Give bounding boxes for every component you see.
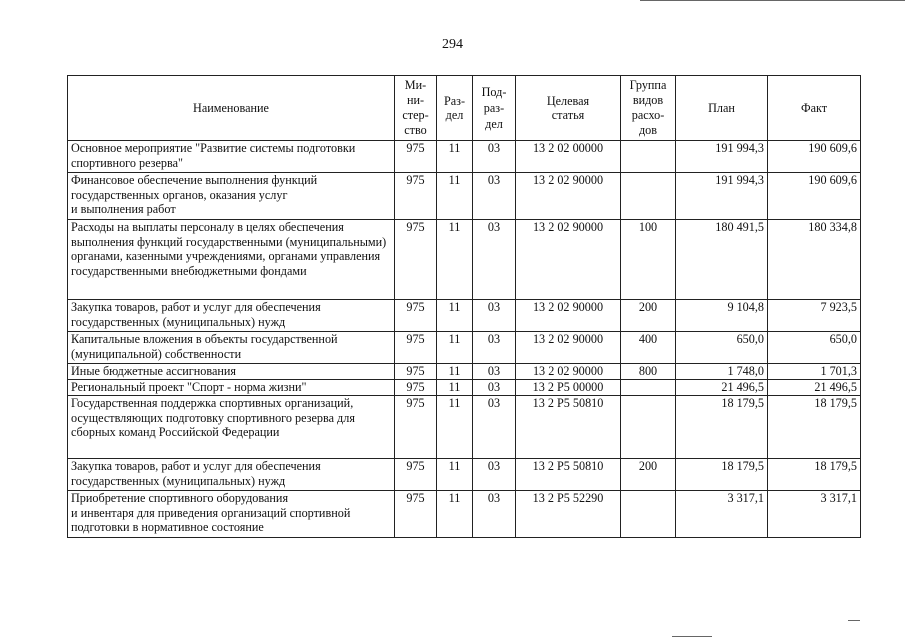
row-group: 100 [621,220,676,300]
table-row [68,380,861,396]
table-row [68,491,861,538]
row-name: Основное мероприятие "Развитие системы подготовки спортивного резерва" [68,141,395,173]
row-plan: 21 496,5 [676,380,768,396]
scan-mark-bottom [672,636,712,637]
row-name: Капитальные вложения в объекты государственной (муниципальной) собственности [68,332,395,364]
row-subsection: 03 [473,220,516,300]
row-subsection: 03 [473,459,516,491]
row-target: 13 2 P5 50810 [516,396,621,459]
row-subsection: 03 [473,141,516,173]
row-subsection: 03 [473,396,516,459]
table-row [68,459,861,491]
row-name: Приобретение спортивного оборудования и инвентаря для приведения организаций спортивной подготовки в нормативное состояние [68,491,395,538]
row-plan: 180 491,5 [676,220,768,300]
header-section: Раз- дел [437,76,473,141]
row-group [621,491,676,538]
scan-mark-top-right [640,0,905,1]
row-ministry: 975 [395,380,437,396]
row-subsection: 03 [473,380,516,396]
row-subsection: 03 [473,300,516,332]
header-ministry: Ми- ни- стер- ство [395,76,437,141]
row-section: 11 [437,380,473,396]
row-subsection: 03 [473,491,516,538]
table-row [68,364,861,380]
row-plan: 9 104,8 [676,300,768,332]
row-ministry: 975 [395,220,437,300]
row-name: Закупка товаров, работ и услуг для обеспечения государственных (муниципальных) нужд [68,300,395,332]
row-fact: 7 923,5 [768,300,861,332]
row-ministry: 975 [395,300,437,332]
table-row [68,141,861,173]
row-group [621,141,676,173]
row-target: 13 2 P5 50810 [516,459,621,491]
page-number: 294 [442,37,463,52]
row-section: 11 [437,220,473,300]
row-section: 11 [437,332,473,364]
row-plan: 191 994,3 [676,141,768,173]
row-plan: 18 179,5 [676,459,768,491]
row-ministry: 975 [395,141,437,173]
row-target: 13 2 02 00000 [516,141,621,173]
table-row [68,332,861,364]
row-name: Закупка товаров, работ и услуг для обеспечения государственных (муниципальных) нужд [68,459,395,491]
row-ministry: 975 [395,173,437,220]
row-subsection: 03 [473,332,516,364]
row-target: 13 2 02 90000 [516,300,621,332]
row-group: 800 [621,364,676,380]
row-name: Расходы на выплаты персоналу в целях обеспечения выполнения функций государственными (муниципальными) органами, казенными учреждениями, органами управления государственными внебюджетными фондами [68,220,395,300]
row-ministry: 975 [395,332,437,364]
table-row [68,220,861,300]
row-target: 13 2 P5 00000 [516,380,621,396]
row-target: 13 2 02 90000 [516,332,621,364]
row-section: 11 [437,364,473,380]
row-group [621,173,676,220]
row-target: 13 2 02 90000 [516,364,621,380]
row-section: 11 [437,491,473,538]
row-ministry: 975 [395,396,437,459]
row-fact: 18 179,5 [768,396,861,459]
row-section: 11 [437,173,473,220]
row-fact: 190 609,6 [768,141,861,173]
header-name: Наименование [68,76,395,141]
row-name: Региональный проект "Спорт - норма жизни" [68,380,395,396]
row-plan: 191 994,3 [676,173,768,220]
row-group: 400 [621,332,676,364]
row-ministry: 975 [395,364,437,380]
row-plan: 18 179,5 [676,396,768,459]
row-name: Финансовое обеспечение выполнения функций государственных органов, оказания услуг и выполнения работ [68,173,395,220]
header-group: Группа видов расхо- дов [621,76,676,141]
row-plan: 650,0 [676,332,768,364]
row-section: 11 [437,396,473,459]
header-fact: Факт [768,76,861,141]
row-plan: 1 748,0 [676,364,768,380]
row-group: 200 [621,459,676,491]
row-target: 13 2 02 90000 [516,220,621,300]
row-fact: 650,0 [768,332,861,364]
header-subsection: Под- раз- дел [473,76,516,141]
row-subsection: 03 [473,364,516,380]
row-section: 11 [437,459,473,491]
row-plan: 3 317,1 [676,491,768,538]
scan-mark-right [848,620,860,621]
header-row [68,76,861,141]
header-plan: План [676,76,768,141]
row-ministry: 975 [395,459,437,491]
table-row [68,300,861,332]
row-name: Государственная поддержка спортивных организаций, осуществляющих подготовку спортивного резерва для сборных команд Российской Федерации [68,396,395,459]
row-group [621,396,676,459]
row-target: 13 2 P5 52290 [516,491,621,538]
budget-table [67,75,861,538]
row-target: 13 2 02 90000 [516,173,621,220]
row-ministry: 975 [395,491,437,538]
table-row [68,396,861,459]
row-fact: 1 701,3 [768,364,861,380]
table-row [68,173,861,220]
row-fact: 21 496,5 [768,380,861,396]
row-section: 11 [437,141,473,173]
row-subsection: 03 [473,173,516,220]
row-name: Иные бюджетные ассигнования [68,364,395,380]
row-fact: 190 609,6 [768,173,861,220]
row-group [621,380,676,396]
row-section: 11 [437,300,473,332]
header-target: Целевая статья [516,76,621,141]
row-fact: 18 179,5 [768,459,861,491]
row-fact: 180 334,8 [768,220,861,300]
row-fact: 3 317,1 [768,491,861,538]
row-group: 200 [621,300,676,332]
